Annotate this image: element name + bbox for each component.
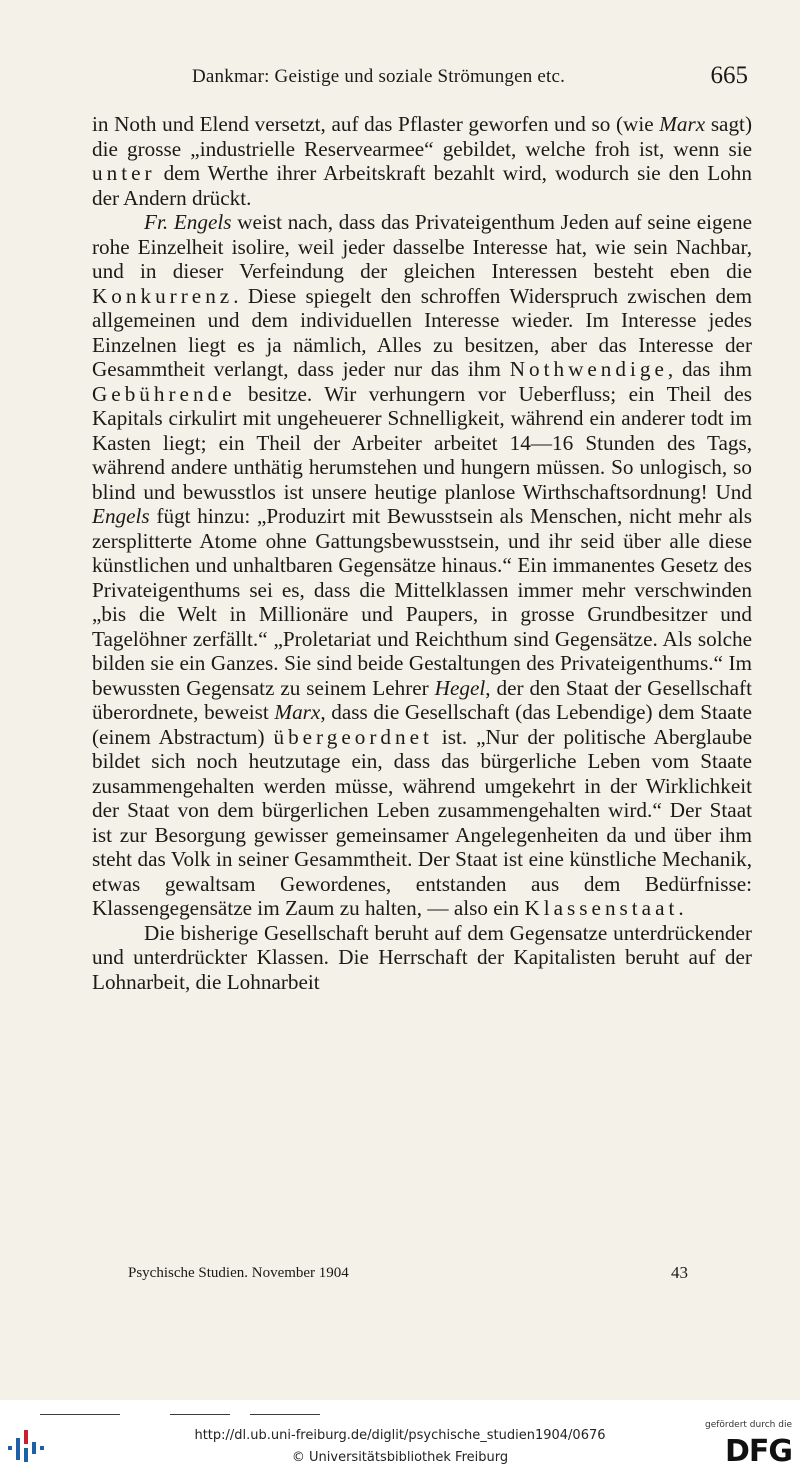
paragraph bbox=[92, 210, 752, 921]
text-run: . bbox=[678, 896, 684, 920]
body-text bbox=[92, 112, 752, 994]
journal-footline bbox=[128, 1261, 688, 1287]
text-run: sagt) die grosse „industrielle Reservearmee“ gebildet, welche froh ist, wenn sie bbox=[92, 112, 753, 161]
paragraph bbox=[92, 112, 752, 210]
divider bbox=[40, 1414, 120, 1415]
text-run: Die bisherige Gesellschaft beruht auf dem Gegensatze unterdrückender und unterdrückter Klassen. Die Herrschaft der Kapitalisten beruht auf der Lohnarbeit, die Lohnarbeit bbox=[92, 920, 752, 994]
divider bbox=[170, 1414, 230, 1415]
sheet-signature: 43 bbox=[671, 1263, 688, 1282]
funding-note: gefördert durch die bbox=[705, 1420, 792, 1430]
permalink[interactable]: http://dl.ub.uni-freiburg.de/diglit/psychische_studien1904/0676 bbox=[194, 1428, 606, 1443]
text-run: . Diese spiegelt den schroffen Widerspruch zwischen dem allgemeinen und dem individuellen Interesse wieder. Im Interesse jedes Einzelnen liegt es ja nämlich, Alles zu besitzen, aber das Interesse der Gesammtheit verlangt, dass jeder nur das ihm bbox=[92, 283, 752, 381]
text-run: , dass die Gesellschaft (das Lebendige) dem Staate (einem Abstractum) bbox=[92, 700, 752, 749]
spaced-emphasis: unter bbox=[92, 161, 156, 185]
spaced-emphasis: übergeordnet bbox=[273, 724, 433, 749]
page-number: 665 bbox=[710, 62, 748, 89]
running-head bbox=[92, 62, 752, 94]
emphasized-name: Engels bbox=[92, 504, 150, 528]
text-run: in Noth und Elend versetzt, auf das Pflaster geworfen und so (wie bbox=[92, 112, 660, 136]
emphasized-name: Fr. Engels bbox=[144, 210, 232, 234]
journal-title: Psychische Studien. November 1904 bbox=[128, 1265, 349, 1281]
text-run: , der den Staat der Gesellschaft überordnete, beweist bbox=[92, 675, 752, 724]
spaced-emphasis: Gebührende bbox=[92, 381, 236, 406]
running-title: Dankmar: Geistige und soziale Strömungen etc. bbox=[192, 66, 566, 87]
emphasized-name: Hegel bbox=[434, 675, 486, 700]
dfg-logo-icon: DFG bbox=[724, 1434, 792, 1469]
text-run: fügt hinzu: „Produzirt mit Bewusstsein als Menschen, nicht mehr als zersplitterte Atome ohne Gattungsbewusstsein, und ihr seid über alle diese künstlichen und unhaltbaren Gegensätze hinaus.“ Ein immanentes Gesetz des Privateigenthums sei es, dass die Mittelklassen immer mehr verschwinden „bis die Welt in Millionäre und Paupers, in grosse Grundbesitzer und Tagelöhner zerfällt.“ „Proletariat und Reichthum sind Gegensätze. Als solche bilden sie ein Ganzes. Sie sind beide Gestaltungen des Privateigenthums.“ Im bewussten Gegensatz zu seinem Lehrer bbox=[92, 504, 752, 700]
text-run: weist nach, dass das Privateigenthum Jeden auf seine eigene rohe Einzelheit isolire, weil jeder dasselbe Interesse hat, wie sein Nachbar, und in dieser Verfeindung der gleichen Interessen besteht eben die bbox=[92, 210, 752, 283]
viewer-footer bbox=[0, 1400, 800, 1472]
spaced-emphasis: Konkurrenz bbox=[92, 283, 234, 308]
emphasized-name: Marx bbox=[274, 700, 321, 724]
text-run: dem Werthe ihrer Arbeitskraft bezahlt wird, wodurch sie den Lohn der Andern drückt. bbox=[92, 161, 752, 210]
dfg-funding-logo bbox=[702, 1420, 792, 1470]
emphasized-name: Marx bbox=[659, 112, 706, 136]
divider bbox=[250, 1414, 320, 1415]
spaced-emphasis: Klassenstaat bbox=[524, 896, 679, 920]
spaced-emphasis: Nothwendige bbox=[509, 357, 668, 381]
paragraph bbox=[92, 921, 752, 995]
text-run: , das ihm bbox=[667, 357, 752, 381]
text-run: besitze. Wir verhungern vor Ueberfluss; ein Theil des Kapitals cirkulirt mit ungeheuerer Schnelligkeit, während ein anderer todt im Kasten liegt; ein Theil der Arbeiter arbeitet 14—16 Stunden des Tags, während andere unthätig herumstehen und hungern müssen. So unlogisch, so blind und bewusstlos ist unsere heutige planlose Wirthschaftsordnung! Und bbox=[92, 381, 752, 504]
text-run: ist. „Nur der politische Aberglaube bildet sich noch heutzutage ein, dass das bürgerliche Leben vom Staate zusammengehalten werden müsse, während umgekehrt in der Wirklichkeit der Staat von dem bürgerlichen Leben zusammengehalten wird.“ Der Staat ist zur Besorgung gewisser gemeinsamer Angelegenheiten da und über ihm steht das Volk in seiner Gesammtheit. Der Staat ist eine künstliche Mechanik, etwas gewaltsam Gewordenes, entstanden aus dem Bedürfnisse: Klassengegensätze im Zaum zu halten, — also ein bbox=[92, 724, 752, 920]
copyright-credit: © Universitätsbibliothek Freiburg bbox=[291, 1450, 509, 1465]
